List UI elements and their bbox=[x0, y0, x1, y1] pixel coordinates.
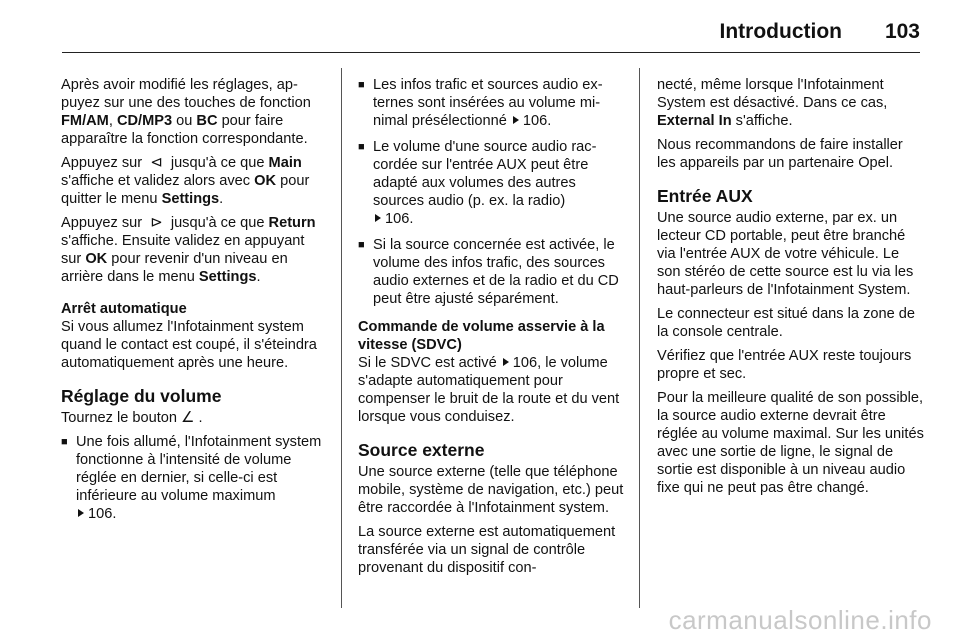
page-title: Introduction bbox=[719, 20, 842, 43]
column-2 bbox=[358, 76, 624, 583]
paragraph: Si vous allumez l'Infotainment system quand le contact est coupé, il s'éteindra automatiquement après une heure. bbox=[61, 319, 317, 371]
cross-reference-icon bbox=[513, 116, 519, 124]
back-arrow-icon: ⊲ bbox=[150, 154, 163, 171]
paragraph: necté, même lorsque l'Infotainment System est désactivé. Dans ce cas, External In s'affiche. bbox=[657, 77, 888, 129]
paragraph: Vérifiez que l'entrée AUX reste toujours propre et sec. bbox=[657, 348, 912, 382]
subheading-sdvc: Commande de volume asservie à la vitesse (SDVC) bbox=[358, 319, 605, 353]
page-number: 103 bbox=[884, 20, 920, 43]
paragraph: Une source audio externe, par ex. un lecteur CD portable, peut être branché via l'entrée AUX de votre véhicule. Le son stéréo de cette source est lu via les haut-parleurs de l'Infotainment System. bbox=[657, 210, 914, 298]
heading-volume: Réglage du volume bbox=[61, 386, 222, 406]
paragraph: Après avoir modifié les réglages, appuyez sur une des touches de fonction FM/AM, CD/MP3 ou BC pour faire apparaître la fonction correspondante. bbox=[61, 77, 311, 147]
list-item: ■ Les infos trafic et sources audio externes sont insérées au volume minimal présélectionné 106. bbox=[358, 76, 624, 130]
column-divider bbox=[639, 68, 640, 608]
paragraph: Si le SDVC est activé 106, le volume s'adapte automatiquement pour compenser le bruit de la route et du vent lorsque vous conduisez. bbox=[358, 355, 620, 425]
heading-external-source: Source externe bbox=[358, 440, 485, 460]
heading-aux-input: Entrée AUX bbox=[657, 186, 753, 206]
volume-knob-icon: ∠ bbox=[181, 409, 195, 426]
cross-reference-icon bbox=[78, 509, 84, 517]
paragraph: Une source externe (telle que téléphone mobile, système de navigation, etc.) peut être raccordée à l'Infotainment system. bbox=[358, 464, 624, 516]
bullet-list bbox=[61, 433, 323, 523]
paragraph: Le connecteur est situé dans la zone de la console centrale. bbox=[657, 306, 915, 340]
column-3 bbox=[657, 76, 925, 503]
column-divider bbox=[341, 68, 342, 608]
list-item: ■ Si la source concernée est activée, le volume des infos trafic, des sources audio externes et de la radio et du CD peut être ajusté séparément. bbox=[358, 236, 624, 308]
page-header bbox=[62, 14, 920, 53]
paragraph: Appuyez sur ⊳ jusqu'à ce que Return s'affiche. Ensuite validez en appuyant sur OK pour revenir d'un niveau en arrière dans le menu Settings. bbox=[61, 214, 316, 285]
paragraph: La source externe est automatiquement transférée via un signal de contrôle provenant du dispositif con- bbox=[358, 524, 616, 576]
paragraph: Tournez le bouton ∠ . bbox=[61, 409, 203, 426]
subheading-auto-off: Arrêt automatique bbox=[61, 301, 187, 317]
cross-reference-icon bbox=[503, 358, 509, 366]
column-1 bbox=[61, 76, 323, 531]
paragraph: Pour la meilleure qualité de son possible, la source audio externe devrait être réglée au volume maximal. Sur les unités avec une sortie de ligne, le signal de sortie est disponible à un niveau audio fixe qui ne peut pas être changé. bbox=[657, 390, 924, 496]
bullet-list bbox=[358, 76, 624, 308]
list-item: ■ Une fois allumé, l'Infotainment system fonctionne à l'intensité de volume réglée en dernier, si celle-ci est inférieure au volume maximum 106. bbox=[61, 433, 323, 523]
paragraph: Nous recommandons de faire installer les appareils par un partenaire Opel. bbox=[657, 137, 903, 171]
watermark: carmanualsonline.info bbox=[668, 605, 932, 635]
list-item: ■ Le volume d'une source audio raccordée sur l'entrée AUX peut être adapté aux volumes des autres sources audio (p. ex. la radio) 106. bbox=[358, 138, 624, 228]
forward-arrow-icon: ⊳ bbox=[150, 214, 163, 231]
paragraph: Appuyez sur ⊲ jusqu'à ce que Main s'affiche et validez alors avec OK pour quitter le menu Settings. bbox=[61, 154, 310, 207]
cross-reference-icon bbox=[375, 214, 381, 222]
